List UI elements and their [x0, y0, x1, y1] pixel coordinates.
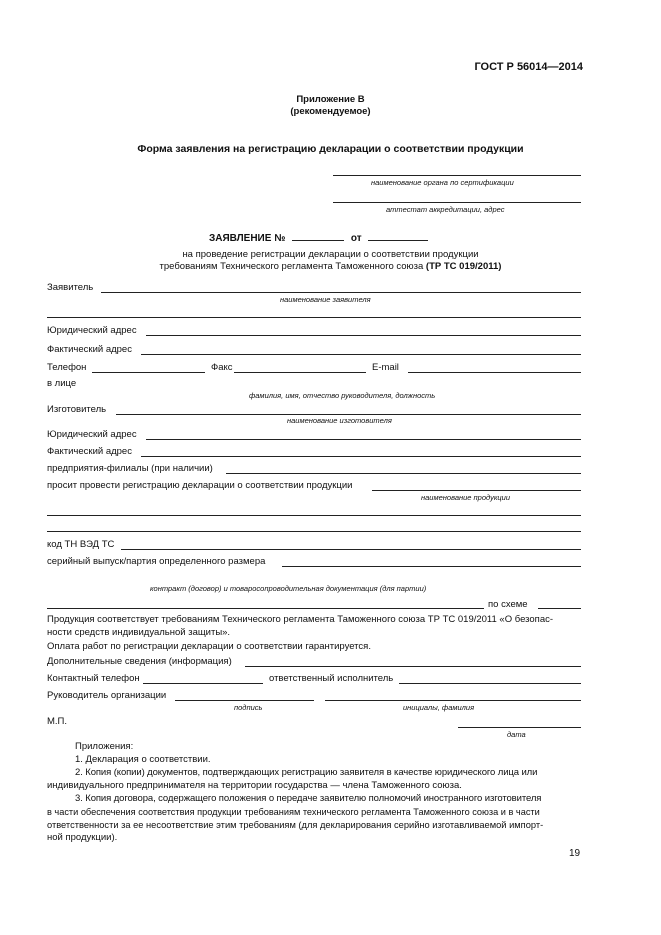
- attachment-3-line2: в части обеспечения соответствия продукции требованиям технического регламента Таможенного союза и в части: [47, 807, 540, 817]
- attachment-3-line1: 3. Копия договора, содержащего положения о передаче заявителю полномочий иностранного изготовителя: [75, 793, 542, 804]
- conformity-line1: Продукция соответствует требованиям Технического регламента Таможенного союза ТР ТС 019/2011 «О безопас-: [47, 614, 554, 625]
- fax-label: Факс: [211, 362, 233, 373]
- applicant-sub: наименование заявителя: [280, 295, 371, 304]
- responsible-label: ответственный исполнитель: [269, 673, 394, 684]
- scheme-line[interactable]: [538, 608, 581, 609]
- statement-line2-normal: требованиям Технического регламента Таможенного союза: [159, 261, 426, 272]
- statement-number-line[interactable]: [292, 240, 344, 241]
- serial-label: серийный выпуск/партия определенного размера: [47, 556, 266, 567]
- appendix-title: Приложение В: [296, 94, 365, 105]
- request-line[interactable]: [372, 490, 581, 491]
- m-actual-address-line[interactable]: [141, 456, 581, 457]
- phone-line[interactable]: [92, 372, 205, 373]
- attestat-line[interactable]: [333, 202, 581, 203]
- request-label: просит провести регистрацию декларации о соответствии продукции: [47, 480, 353, 491]
- m-actual-address-label: Фактический адрес: [47, 446, 132, 457]
- date-line[interactable]: [458, 727, 581, 728]
- attachment-2-line1: 2. Копия (копии) документов, подтверждающих регистрацию заявителя в качестве юридического лица или: [75, 767, 538, 778]
- legal-address-line[interactable]: [146, 335, 581, 336]
- actual-address-label: Фактический адрес: [47, 344, 132, 355]
- initials-line[interactable]: [325, 700, 581, 701]
- signature-line[interactable]: [175, 700, 314, 701]
- product-line-2[interactable]: [47, 515, 581, 516]
- head-label: Руководитель организации: [47, 690, 167, 701]
- m-legal-address-label: Юридический адрес: [47, 429, 137, 440]
- signature-sub: подпись: [234, 703, 263, 712]
- person-sub: фамилия, имя, отчество руководителя, должность: [249, 391, 436, 400]
- applicant-label: Заявитель: [47, 282, 94, 293]
- appendix-note: (рекомендуемое): [290, 106, 371, 117]
- product-sub: наименование продукции: [421, 493, 511, 502]
- date-sub: дата: [507, 730, 526, 739]
- applicant-line[interactable]: [101, 292, 581, 293]
- statement-title-text: ЗАЯВЛЕНИЕ №: [209, 233, 286, 244]
- email-label: E-mail: [372, 362, 399, 373]
- statement-line1: на проведение регистрации декларации о соответствии продукции: [182, 249, 479, 260]
- phone-label: Телефон: [47, 362, 87, 373]
- page-number: 19: [569, 848, 581, 859]
- product-line-3[interactable]: [47, 531, 581, 532]
- branches-line[interactable]: [226, 473, 581, 474]
- tn-ved-line[interactable]: [121, 549, 581, 550]
- contract-sub: контракт (договор) и товаросопроводительная документация (для партии): [150, 584, 427, 593]
- statement-title: [209, 233, 428, 244]
- statement-line2: [0, 261, 661, 272]
- attachments-title: Приложения:: [75, 741, 134, 752]
- attachment-3-line3: ответственности за ее несоответствие этим требованиям (для декларирования серийно изготавливаемой импорт-: [47, 820, 544, 830]
- tn-ved-label: код ТН ВЭД ТС: [47, 539, 115, 550]
- fax-line[interactable]: [234, 372, 366, 373]
- manufacturer-sub: наименование изготовителя: [287, 416, 392, 425]
- organ-line[interactable]: [333, 175, 581, 176]
- email-line[interactable]: [408, 372, 581, 373]
- manufacturer-line[interactable]: [116, 414, 581, 415]
- additional-label: Дополнительные сведения (информация): [47, 656, 232, 667]
- contact-phone-label: Контактный телефон: [47, 673, 140, 684]
- attachment-1: 1. Декларация о соответствии.: [75, 754, 211, 765]
- organ-sub: наименование органа по сертификации: [371, 178, 514, 187]
- initials-sub: инициалы, фамилия: [403, 703, 475, 712]
- attachment-2-line2: индивидуального предпринимателя на территории государства — члена Таможенного союза.: [47, 780, 462, 791]
- in-person-label: в лице: [47, 378, 77, 389]
- additional-line[interactable]: [245, 666, 581, 667]
- contact-phone-line[interactable]: [143, 683, 263, 684]
- actual-address-line[interactable]: [141, 354, 581, 355]
- manufacturer-label: Изготовитель: [47, 404, 107, 415]
- branches-label: предприятия-филиалы (при наличии): [47, 463, 213, 474]
- standard-number: ГОСТ Р 56014—2014: [474, 61, 583, 73]
- statement-date-line[interactable]: [368, 240, 428, 241]
- m-legal-address-line[interactable]: [146, 439, 581, 440]
- scheme-label: по схеме: [488, 599, 528, 610]
- serial-line[interactable]: [282, 566, 581, 567]
- mp-label: М.П.: [47, 716, 68, 727]
- contract-line[interactable]: [47, 608, 484, 609]
- statement-line2-bold: (ТР ТС 019/2011): [425, 261, 502, 272]
- applicant-line-2[interactable]: [47, 317, 581, 318]
- form-title: Форма заявления на регистрацию декларации о соответствии продукции: [137, 143, 524, 155]
- responsible-line[interactable]: [399, 683, 581, 684]
- payment-text: Оплата работ по регистрации декларации о соответствии гарантируется.: [47, 641, 371, 652]
- conformity-line2: ности средств индивидуальной защиты».: [47, 627, 231, 638]
- legal-address-label: Юридический адрес: [47, 325, 137, 336]
- attachment-3-line4: ной продукции).: [47, 832, 118, 843]
- statement-from: от: [350, 233, 362, 244]
- attestat-sub: аттестат аккредитации, адрес: [386, 205, 505, 214]
